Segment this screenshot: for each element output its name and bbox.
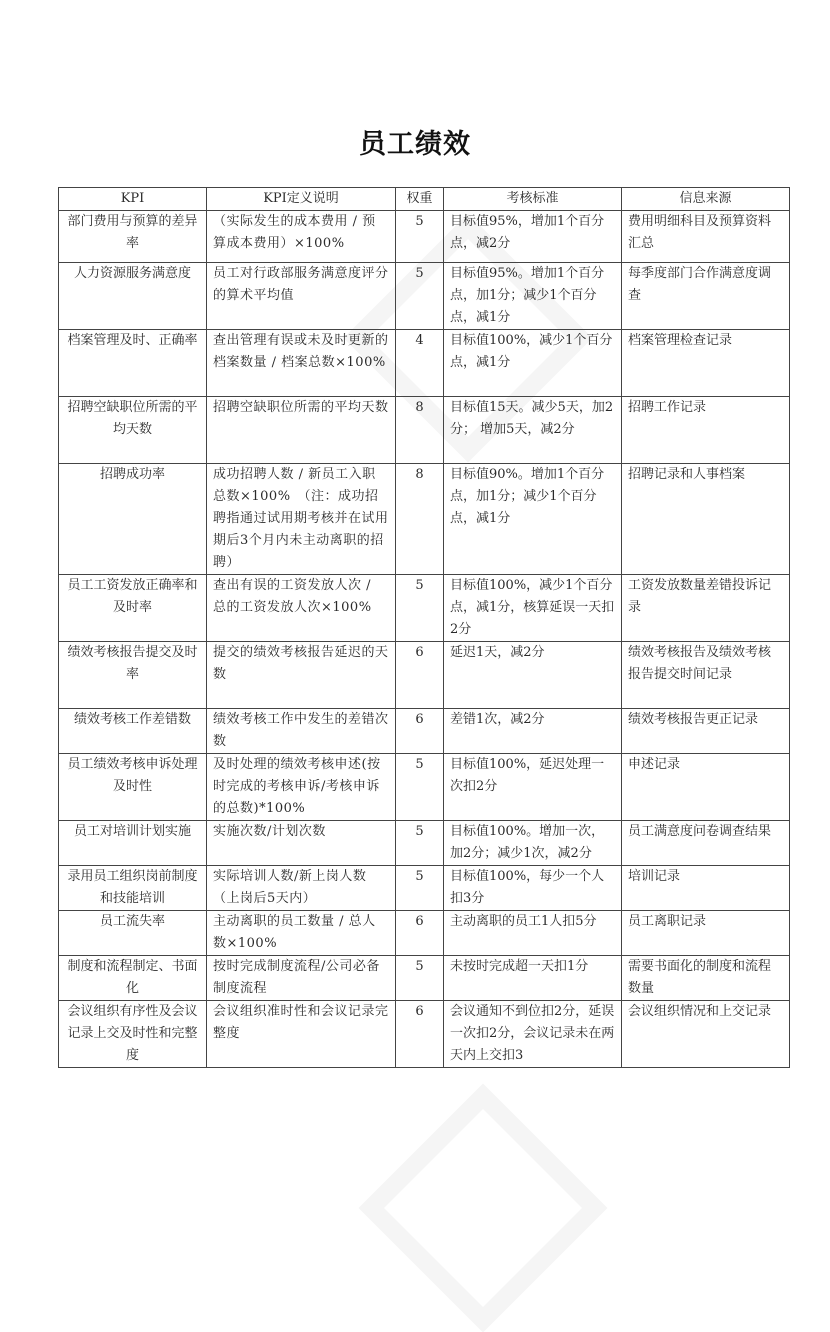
kpi-weight: 6	[396, 709, 444, 754]
kpi-source: 绩效考核报告及绩效考核报告提交时间记录	[622, 642, 790, 709]
kpi-definition: 绩效考核工作中发生的差错次数	[207, 709, 396, 754]
kpi-weight: 5	[396, 263, 444, 330]
kpi-weight: 6	[396, 642, 444, 709]
header-kpi: KPI	[59, 188, 207, 211]
table-row	[59, 397, 790, 464]
kpi-weight: 8	[396, 464, 444, 575]
kpi-weight: 5	[396, 866, 444, 911]
kpi-source: 员工满意度问卷调查结果	[622, 821, 790, 866]
kpi-standard: 目标值100%，减少1个百分点，减1分，核算延误一天扣2分	[444, 575, 622, 642]
kpi-source: 员工离职记录	[622, 911, 790, 956]
kpi-standard: 目标值100%，减少1个百分点，减1分	[444, 330, 622, 397]
kpi-source: 会议组织情况和上交记录	[622, 1001, 790, 1068]
kpi-standard: 会议通知不到位扣2分，延误一次扣2分，会议记录未在两天内上交扣3	[444, 1001, 622, 1068]
kpi-name: 绩效考核报告提交及时率	[59, 642, 207, 709]
table-row	[59, 754, 790, 821]
kpi-weight: 5	[396, 821, 444, 866]
table-row	[59, 709, 790, 754]
kpi-definition: 主动离职的员工数量 / 总人数×100%	[207, 911, 396, 956]
kpi-standard: 目标值95%。增加1个百分点，加1分；减少1个百分点，减1分	[444, 263, 622, 330]
kpi-name: 录用员工组织岗前制度和技能培训	[59, 866, 207, 911]
table-row	[59, 263, 790, 330]
kpi-name: 招聘成功率	[59, 464, 207, 575]
kpi-name: 员工绩效考核申诉处理及时性	[59, 754, 207, 821]
kpi-definition: 实施次数/计划次数	[207, 821, 396, 866]
kpi-standard: 目标值100%。增加一次，加2分；减少1次，减2分	[444, 821, 622, 866]
kpi-standard: 目标值95%，增加1个百分点，减2分	[444, 211, 622, 263]
kpi-name: 制度和流程制定、书面化	[59, 956, 207, 1001]
kpi-name: 员工工资发放正确率和及时率	[59, 575, 207, 642]
kpi-weight: 5	[396, 575, 444, 642]
header-standard: 考核标准	[444, 188, 622, 211]
kpi-standard: 差错1次，减2分	[444, 709, 622, 754]
kpi-name: 绩效考核工作差错数	[59, 709, 207, 754]
kpi-definition: 提交的绩效考核报告延迟的天数	[207, 642, 396, 709]
kpi-standard: 目标值100%，延迟处理一次扣2分	[444, 754, 622, 821]
table-row	[59, 866, 790, 911]
kpi-name: 会议组织有序性及会议记录上交及时性和完整度	[59, 1001, 207, 1068]
kpi-definition: 成功招聘人数 / 新员工入职总数×100% （注：成功招聘指通过试用期考核并在试用期后3个月内未主动离职的招聘）	[207, 464, 396, 575]
kpi-source: 需要书面化的制度和流程数量	[622, 956, 790, 1001]
kpi-standard: 延迟1天，减2分	[444, 642, 622, 709]
kpi-name: 部门费用与预算的差异率	[59, 211, 207, 263]
kpi-definition: 及时处理的绩效考核申述(按时完成的考核申诉/考核申诉的总数)*100%	[207, 754, 396, 821]
kpi-source: 每季度部门合作满意度调查	[622, 263, 790, 330]
kpi-standard: 主动离职的员工1人扣5分	[444, 911, 622, 956]
kpi-definition: （实际发生的成本费用 / 预算成本费用）×100%	[207, 211, 396, 263]
kpi-standard: 目标值100%，每少一个人扣3分	[444, 866, 622, 911]
table-row	[59, 956, 790, 1001]
kpi-weight: 6	[396, 911, 444, 956]
kpi-weight: 5	[396, 956, 444, 1001]
table-row	[59, 330, 790, 397]
kpi-source: 申述记录	[622, 754, 790, 821]
kpi-definition: 招聘空缺职位所需的平均天数	[207, 397, 396, 464]
kpi-source: 绩效考核报告更正记录	[622, 709, 790, 754]
kpi-source: 工资发放数量差错投诉记录	[622, 575, 790, 642]
table-row	[59, 575, 790, 642]
kpi-table	[58, 187, 790, 1068]
kpi-name: 员工流失率	[59, 911, 207, 956]
kpi-weight: 8	[396, 397, 444, 464]
kpi-definition: 员工对行政部服务满意度评分的算术平均值	[207, 263, 396, 330]
kpi-standard: 目标值15天。减少5天，加2分； 增加5天，减2分	[444, 397, 622, 464]
table-row	[59, 1001, 790, 1068]
kpi-standard: 未按时完成超一天扣1分	[444, 956, 622, 1001]
header-source: 信息来源	[622, 188, 790, 211]
table-row	[59, 211, 790, 263]
kpi-standard: 目标值90%。增加1个百分点，加1分；减少1个百分点，减1分	[444, 464, 622, 575]
table-row	[59, 642, 790, 709]
table-header-row	[59, 188, 790, 211]
kpi-name: 人力资源服务满意度	[59, 263, 207, 330]
table-row	[59, 464, 790, 575]
kpi-weight: 6	[396, 1001, 444, 1068]
table-row	[59, 911, 790, 956]
kpi-definition: 查出管理有误或未及时更新的档案数量 / 档案总数×100%	[207, 330, 396, 397]
kpi-name: 员工对培训计划实施	[59, 821, 207, 866]
kpi-source: 费用明细科目及预算资料汇总	[622, 211, 790, 263]
kpi-name: 档案管理及时、正确率	[59, 330, 207, 397]
kpi-weight: 5	[396, 754, 444, 821]
table-row	[59, 821, 790, 866]
kpi-definition: 查出有误的工资发放人次 / 总的工资发放人次×100%	[207, 575, 396, 642]
page-title: 员工绩效	[359, 129, 471, 161]
kpi-name: 招聘空缺职位所需的平均天数	[59, 397, 207, 464]
kpi-weight: 4	[396, 330, 444, 397]
header-weight: 权重	[396, 188, 444, 211]
kpi-weight: 5	[396, 211, 444, 263]
header-definition: KPI定义说明	[207, 188, 396, 211]
kpi-source: 招聘工作记录	[622, 397, 790, 464]
kpi-definition: 按时完成制度流程/公司必备制度流程	[207, 956, 396, 1001]
kpi-definition: 会议组织准时性和会议记录完整度	[207, 1001, 396, 1068]
kpi-source: 档案管理检查记录	[622, 330, 790, 397]
watermark-stamp	[359, 1084, 608, 1332]
kpi-source: 培训记录	[622, 866, 790, 911]
kpi-source: 招聘记录和人事档案	[622, 464, 790, 575]
kpi-definition: 实际培训人数/新上岗人数（上岗后5天内）	[207, 866, 396, 911]
